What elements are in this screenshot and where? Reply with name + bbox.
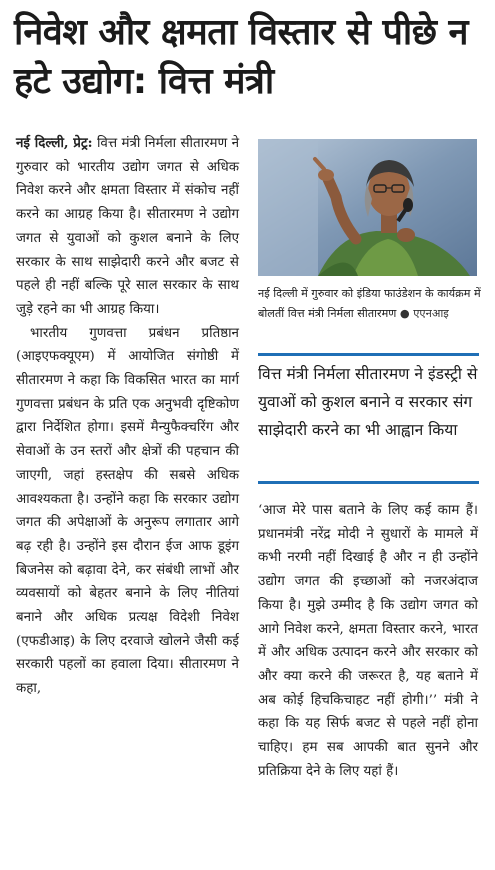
- photo-credit: ● एएनआइ: [399, 307, 449, 320]
- photo-caption-text: नई दिल्ली में गुरुवार को इंडिया फाउंडेशन के कार्यक्रम में बोलतीं वित्त मंत्री निर्मला सीतारमण: [258, 287, 481, 320]
- headline: निवेश और क्षमता विस्तार से पीछे न हटे उद्योग: वित्त मंत्री: [14, 12, 468, 102]
- photo-caption: [258, 284, 483, 324]
- dateline: नई दिल्ली, प्रेट्र:: [16, 135, 93, 151]
- paragraph-2: भारतीय गुणवत्ता प्रबंधन प्रतिष्ठान (आइएफक्यूएम) में आयोजित संगोष्ठी में सीतारमण ने कहा कि विकसित भारत का मार्ग गुणवत्ता प्रबंधन के प्रति एक अनुभवी दृष्टिकोण द्वारा निर्देशित होगा। इसमें मैन्युफैक्चरिंग और सेवाओं के उन स्तरों और क्षेत्रों की पहचान की जाएगी, जहां हस्तक्षेप की सबसे अधिक आवश्यकता है। उन्होंने कहा कि सरकार उद्योग जगत की अपेक्षाओं के अनुरूप लगातार आगे बढ़ रही है। उन्होंने इस दौरान ईज आफ डूइंग बिजनेस को बढ़ावा देने, कर संबंधी लाभों और व्यवसायों को बेहतर बनाने के लिए नीतियां बनाने और अधिक प्रत्यक्ष विदेशी निवेश (एफडीआइ) के लिए दरवाजे खोलने जैसी कई सरकारी पहलों का हवाला दिया। सीतारमण ने कहा,: [16, 325, 239, 697]
- article-body-left: [16, 132, 239, 701]
- highlight-rule-top: [258, 353, 479, 356]
- highlight-rule-bottom: [258, 481, 479, 484]
- photo-illustration: [258, 139, 477, 276]
- highlight-quote: वित्त मंत्री निर्मला सीतारमण ने इंडस्ट्री से युवाओं को कुशल बनाने व सरकार संग साझेदारी करने का भी आह्वान किया: [258, 365, 478, 439]
- paragraph-1: [16, 132, 239, 322]
- paragraph-1-text: वित्त मंत्री निर्मला सीतारमण ने गुरुवार को भारतीय उद्योग जगत से अधिक निवेश करने और क्षमता विस्तार में संकोच नहीं करने का आग्रह किया है। सीतारमण ने उद्योग जगत से युवाओं को कुशल बनाने के लिए सरकार के साथ साझेदारी करने और बजट से पहले ही नहीं बल्कि पूरे साल सरकार के साथ जुड़े रहने का भी आग्रह किया।: [16, 136, 240, 317]
- photo-nirmala-sitharaman: [258, 139, 477, 276]
- article-body-right: [258, 499, 478, 783]
- paragraph-3: ‘आज मेरे पास बताने के लिए कई काम हैं। प्रधानमंत्री नरेंद्र मोदी ने सुधारों के मामले में कभी नरमी नहीं दिखाई है और न ही उन्होंने उद्योग जगत की इच्छाओं को नजरअंदाज किया है। मुझे उम्मीद है कि उद्योग जगत को आगे निवेश करने, क्षमता विस्तार करने, भारत में और अधिक उत्पादन करने और सरकार को और क्या करने की जरूरत है, यह बताने में अब कोई हिचकिचाहट नहीं होगी।’’ मंत्री ने कहा कि यह सिर्फ बजट से पहले नहीं होना चाहिए। हम सब आपकी बात सुनने और प्रतिक्रिया देने के लिए यहां हैं।: [258, 503, 478, 779]
